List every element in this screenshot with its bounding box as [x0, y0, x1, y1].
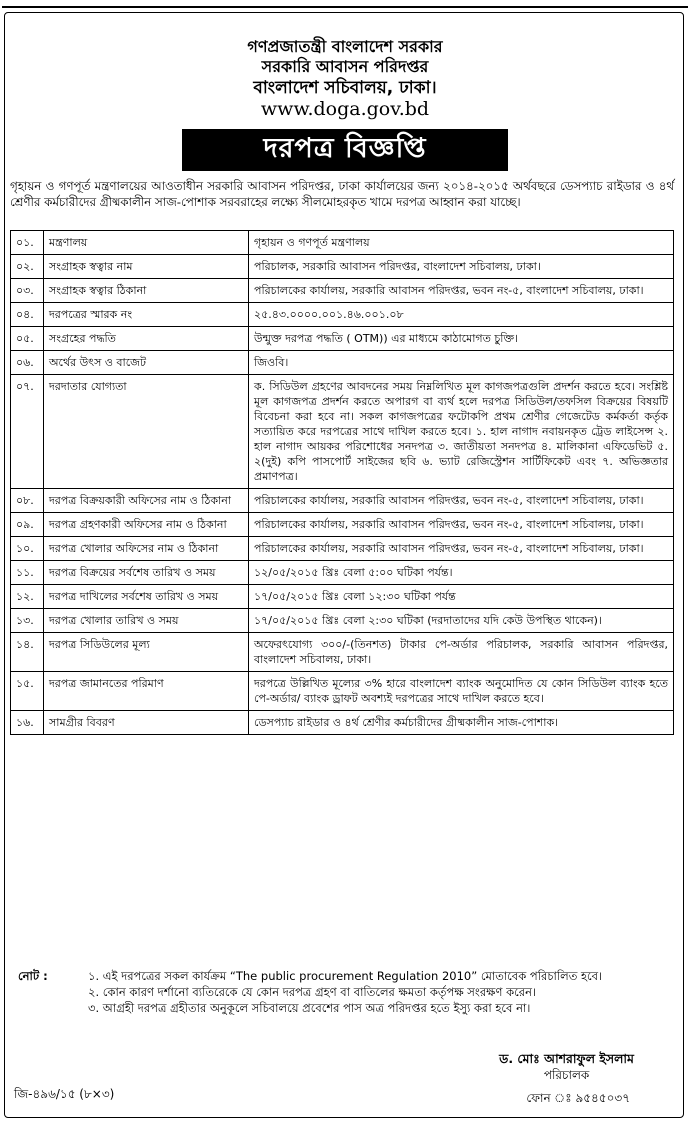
table-row: [11, 351, 674, 375]
header-location: বাংলাদেশ সচিবালয়, ঢাকা।: [253, 78, 437, 98]
table-row: [11, 231, 674, 255]
row-number: ১২.: [11, 585, 44, 609]
row-value: পরিচালকের কার্যালয়, সরকারি আবাসন পরিদপ্তর, ভবন নং-৫, বাংলাদেশ সচিবালয়, ঢাকা।: [249, 279, 674, 303]
row-number: ১৫.: [11, 672, 44, 711]
row-label: দরপত্র খোলার অফিসের নাম ও ঠিকানা: [44, 537, 249, 561]
row-value: ১৭/০৫/২০১৫ খ্রিঃ বেলা ১২:৩০ ঘটিকা পর্যন্ত: [249, 585, 674, 609]
row-label: দরপত্র সিডিউলের মূল্য: [44, 633, 249, 672]
signatory-title: পরিচালক: [543, 1068, 590, 1082]
table-row: [11, 537, 674, 561]
row-number: ১১.: [11, 561, 44, 585]
row-label: দরপত্র বিক্রয়কারী অফিসের নাম ও ঠিকানা: [44, 489, 249, 513]
table-row: [11, 255, 674, 279]
table-row: [11, 303, 674, 327]
row-number: ০১.: [11, 231, 44, 255]
row-value: উন্মুক্ত দরপত্র পদ্ধতি ( OTM)) এর মাধ্যমে কাঠামোগত চুক্তি।: [249, 327, 674, 351]
row-number: ১৪.: [11, 633, 44, 672]
signature-block: [499, 1051, 634, 1083]
row-value: পরিচালক, সরকারি আবাসন পরিদপ্তর, বাংলাদেশ সচিবালয়, ঢাকা।: [249, 255, 674, 279]
row-value: পরিচালকের কার্যালয়, সরকারি আবাসন পরিদপ্তর, ভবন নং-৫, বাংলাদেশ সচিবালয়, ঢাকা।: [249, 537, 674, 561]
row-label: সংগ্রাহক স্বত্বার ঠিকানা: [44, 279, 249, 303]
row-value: পরিচালকের কার্যালয়, সরকারি আবাসন পরিদপ্তর, ভবন নং-৫, বাংলাদেশ সচিবালয়, ঢাকা।: [249, 513, 674, 537]
row-number: ০৫.: [11, 327, 44, 351]
header-government: গণপ্রজাতন্ত্রী বাংলাদেশ সরকার: [247, 37, 443, 56]
note-item: ২. কোন কারণ দর্শানো ব্যতিরেকে যে কোন দরপত্র গ্রহণ বা বাতিলের ক্ষমতা কর্তৃপক্ষ সংরক্ষণ করেন।: [88, 985, 537, 999]
row-value: অফেরৎযোগ্য ৩০০/-(তিনশত) টাকার পে-অর্ডার পরিচালক, সরকারি আবাসন পরিদপ্তর, বাংলাদেশ সচিবালয়, ঢাকা।: [249, 633, 674, 672]
row-label: দরপত্র খোলার তারিখ ও সময়: [44, 609, 249, 633]
notes-label: নোট :: [18, 969, 48, 983]
row-label: অর্থের উৎস ও বাজেট: [44, 351, 249, 375]
row-value: ২৫.৪৩.০০০০.০০১.৪৬.০০১.০৮: [249, 303, 674, 327]
notes-list: [88, 969, 674, 1017]
row-value: দরপত্রে উল্লিখিত মূল্যের ৩% হারে বাংলাদেশ ব্যাংক অনুমোদিত যে কোন সিডিউল ব্যাংক হতে পে-অর্ডার/ ব্যাংক ড্রাফট অবশ্যই দরপত্রের সাথে দাখিল করতে হবে।: [249, 672, 674, 711]
tender-details-table: [10, 230, 674, 735]
reference-code: জি-৪৯৬/১৫ (৮×৩): [14, 1087, 115, 1101]
row-label: দরপত্র গ্রহণকারী অফিসের নাম ও ঠিকানা: [44, 513, 249, 537]
row-number: ১০.: [11, 537, 44, 561]
row-number: ১৬.: [11, 711, 44, 735]
table-row: [11, 327, 674, 351]
row-label: দরদাতার যোগ্যতা: [44, 375, 249, 489]
intro-paragraph: গৃহায়ন ও গণপূর্ত মন্ত্রণালয়ের আওতাধীন সরকারি আবাসন পরিদপ্তর, ঢাকা কার্যালয়ের জন্য ২০১৪-২০১৫ অর্থবছরে ডেসপ্যাচ রাইডার ও ৪র্থ শ্রেণীর কর্মচারীদের গ্রীষ্মকালীন সাজ-পোশাক সরবরাহের লক্ষ্যে সীলমোহরকৃত খামে দরপত্র আহ্বান করা যাচ্ছে।: [10, 179, 674, 209]
row-value: গৃহায়ন ও গণপূর্ত মন্ত্রণালয়: [249, 231, 674, 255]
row-value: ১৭/০৫/২০১৫ খ্রিঃ বেলা ২:৩০ ঘটিকা (দরদাতাদের যদি কেউ উপস্থিত থাকেন)।: [249, 609, 674, 633]
row-value: ক. সিডিউল গ্রহণের আবদনের সময় নিম্নলিখিত মূল কাগজপত্রগুলি প্রদর্শন করতে হবে। সংশ্লিষ্ট মূল কাগজপত্র প্রদর্শন করতে অপারগ বা ব্যর্থ হলে দরপত্র সিডিউল/তফসিল বিক্রয়ের বিষয়টি বিবেচনা করা হবে না। সকল কাগজপত্রের ফটোকপি প্রথম শ্রেণীর গেজেটেড কর্মকর্তা কর্তৃক সত্যায়িত করে দরপত্রের সাথে দাখিল করতে হবে। ১. হাল নাগাদ নবায়নকৃত ট্রেড লাইসেন্স ২. হাল নাগাদ আয়কর পরিশোধের সনদপত্র ৩. জাতীয়তা সনদপত্র ৪. মালিকানা এফিডেভিট ৫. ২(দুই) কপি পাসপোর্ট সাইজের ছবি ৬. ভ্যাট রেজিস্ট্রেশন সার্টিফিকেট এবং ৭. অভিজ্ঞতার প্রমাণপত্র।: [249, 375, 674, 489]
row-label: দরপত্রের স্মারক নং: [44, 303, 249, 327]
top-rule: [2, 0, 688, 8]
signatory-phone: ফোন ঃ ৯৫৪৫০৩৭: [526, 1091, 630, 1105]
table-row: [11, 609, 674, 633]
notice-title-banner: দরপত্র বিজ্ঞপ্তি: [182, 129, 508, 171]
row-label: সংগ্রহের পদ্ধতি: [44, 327, 249, 351]
row-label: সামগ্রীর বিবরণ: [44, 711, 249, 735]
row-label: দরপত্র জামানতের পরিমাণ: [44, 672, 249, 711]
row-number: ০৮.: [11, 489, 44, 513]
header-website: www.doga.gov.bd: [260, 98, 430, 120]
table-row: [11, 489, 674, 513]
row-value: ১২/০৫/২০১৫ খ্রিঃ বেলা ৫:০০ ঘটিকা পর্যন্ত।: [249, 561, 674, 585]
row-label: দরপত্র দাখিলের সর্বশেষ তারিখ ও সময়: [44, 585, 249, 609]
row-value: পরিচালকের কার্যালয়, সরকারি আবাসন পরিদপ্তর, ভবন নং-৫, বাংলাদেশ সচিবালয়, ঢাকা।: [249, 489, 674, 513]
row-label: সংগ্রাহক স্বত্বার নাম: [44, 255, 249, 279]
row-number: ০৭.: [11, 375, 44, 489]
table-row: [11, 711, 674, 735]
table-row: [11, 513, 674, 537]
table-row: [11, 561, 674, 585]
row-label: মন্ত্রণালয়: [44, 231, 249, 255]
note-item: ৩. আগ্রহী দরপত্র গ্রহীতার অনুকূলে সচিবালয়ে প্রবেশের পাস অত্র পরিদপ্তর হতে ইস্যু করা হবে না।: [88, 1001, 531, 1015]
row-number: ০৬.: [11, 351, 44, 375]
table-row: [11, 672, 674, 711]
header-department: সরকারি আবাসন পরিদপ্তর: [261, 57, 429, 76]
table-row: [11, 375, 674, 489]
table-row: [11, 279, 674, 303]
row-value: জিওবি।: [249, 351, 674, 375]
row-number: ০৪.: [11, 303, 44, 327]
row-number: ০৩.: [11, 279, 44, 303]
table-row: [11, 585, 674, 609]
signatory-name: ড. মোঃ আশরাফুল ইসলাম: [499, 1051, 634, 1066]
row-label: দরপত্র বিক্রয়ের সর্বশেষ তারিখ ও সময়: [44, 561, 249, 585]
row-number: ০২.: [11, 255, 44, 279]
row-value: ডেসপ্যাচ রাইডার ও ৪র্থ শ্রেণীর কর্মচারীদের গ্রীষ্মকালীন সাজ-পোশাক।: [249, 711, 674, 735]
table-row: [11, 633, 674, 672]
row-number: ০৯.: [11, 513, 44, 537]
note-item: ১. এই দরপত্রের সকল কার্যক্রম “The public procurement Regulation 2010” মোতাবেক পরিচালিত হবে।: [88, 969, 603, 983]
row-number: ১৩.: [11, 609, 44, 633]
